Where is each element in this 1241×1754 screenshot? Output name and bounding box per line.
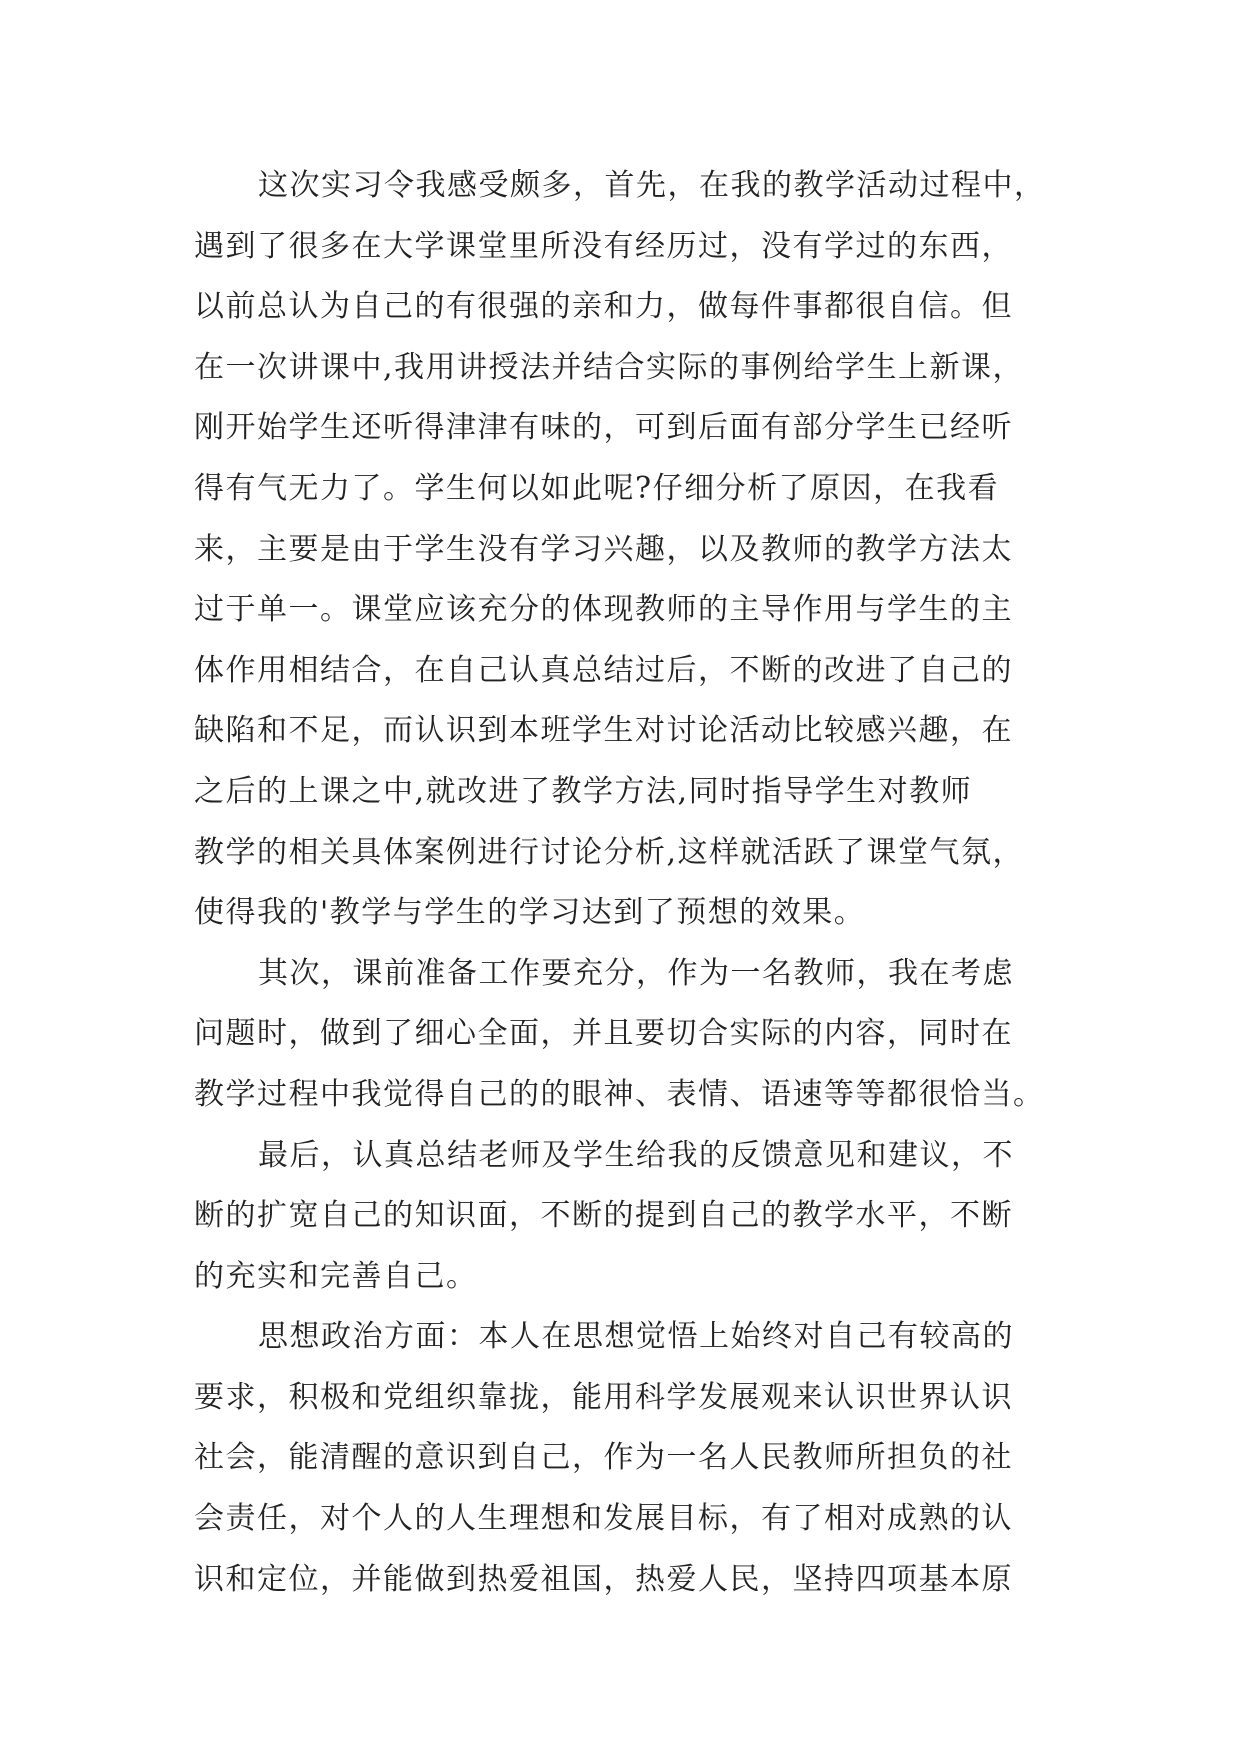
paragraph-1-line-3: 以前总认为自己的有很强的亲和力，做每件事都很自信。但: [194, 289, 1013, 325]
paragraph-3-line-1: 最后，认真总结老师及学生给我的反馈意见和建议，不: [258, 1137, 1014, 1173]
paragraph-1-line-5: 刚开始学生还听得津津有味的，可到后面有部分学生已经听: [194, 410, 1013, 446]
paragraph-2-line-3: 教学过程中我觉得自己的的眼神、表情、语速等等都很恰当。: [194, 1076, 1045, 1112]
paragraph-1-line-6: 得有气无力了。学生何以如此呢?仔细分析了原因，在我看: [194, 470, 1000, 506]
paragraph-4-line-3: 社会，能清醒的意识到自己，作为一名人民教师所担负的社: [194, 1440, 1013, 1476]
paragraph-1-line-12: 教学的相关具体案例进行讨论分析,这样就活跃了课堂气氛，: [194, 834, 1025, 870]
paragraph-4-line-4: 会责任，对个人的人生理想和发展目标，有了相对成熟的认: [194, 1501, 1013, 1537]
paragraph-1-line-1: 这次实习令我感受颇多，首先，在我的教学活动过程中，: [258, 168, 1046, 203]
paragraph-1-line-8: 过于单一。课堂应该充分的体现教师的主导作用与学生的主: [194, 592, 1013, 628]
paragraph-1-line-9: 体作用相结合，在自己认真总结过后，不断的改进了自己的: [194, 652, 1013, 688]
paragraph-1-line-2: 遇到了很多在大学课堂里所没有经历过，没有学过的东西，: [194, 228, 1013, 264]
paragraph-2-line-2: 问题时，做到了细心全面，并且要切合实际的内容，同时在: [194, 1016, 1013, 1052]
paragraph-4-line-5: 识和定位，并能做到热爱祖国，热爱人民，坚持四项基本原: [194, 1561, 1013, 1597]
paragraph-1-line-10: 缺陷和不足，而认识到本班学生对讨论活动比较感兴趣，在: [194, 713, 1013, 749]
paragraph-3-line-3: 的充实和完善自己。: [194, 1258, 478, 1294]
paragraph-4-line-2: 要求，积极和党组织靠拢，能用科学发展观来认识世界认识: [194, 1379, 1013, 1415]
paragraph-1-line-13: 使得我的'教学与学生的学习达到了预想的效果。: [194, 895, 866, 931]
paragraph-3-line-2: 断的扩宽自己的知识面，不断的提到自己的教学水平，不断: [194, 1198, 1013, 1234]
paragraph-2-line-1: 其次，课前准备工作要充分，作为一名教师，我在考虑: [258, 955, 1014, 991]
paragraph-1-line-7: 来，主要是由于学生没有学习兴趣，以及教师的教学方法太: [194, 531, 1013, 567]
paragraph-1-line-4: 在一次讲课中,我用讲授法并结合实际的事例给学生上新课，: [194, 349, 1025, 385]
paragraph-4-line-1: 思想政治方面：本人在思想觉悟上始终对自己有较高的: [258, 1319, 1014, 1355]
paragraph-1-line-11: 之后的上课之中,就改进了教学方法,同时指导学生对教师: [194, 773, 973, 809]
document-body: [194, 156, 1064, 1610]
